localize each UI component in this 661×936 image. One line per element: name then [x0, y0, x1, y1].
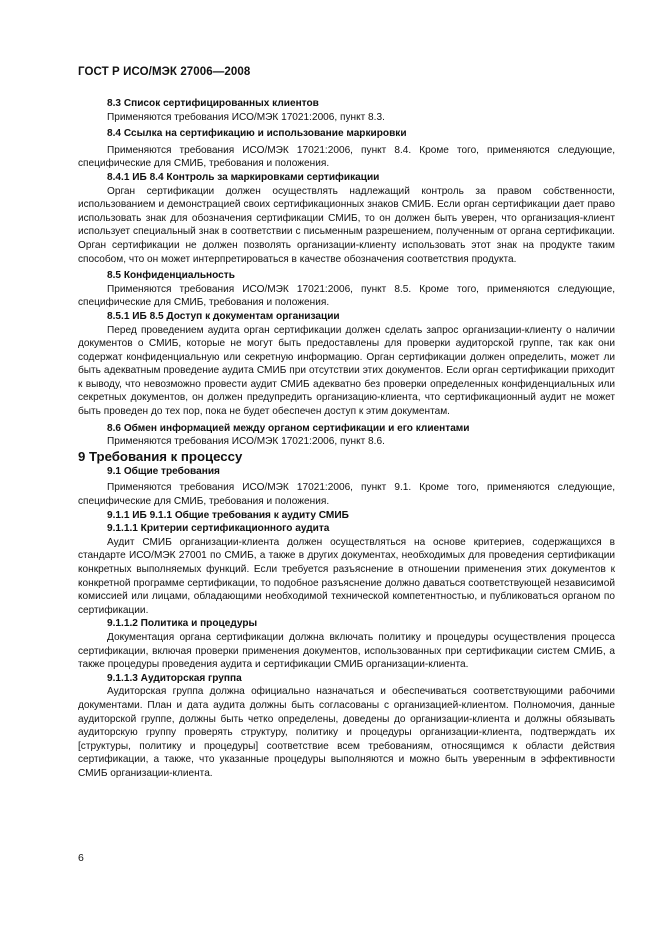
- clause-text: Применяются требования ИСО/МЭК 17021:2006, пункт 8.3.: [107, 111, 385, 123]
- clause-heading-9-1-1-2: 9.1.1.2 Политика и процедуры: [107, 618, 258, 630]
- clause-heading-9-1-1-1: 9.1.1.1 Критерии сертификационного аудита: [107, 523, 330, 535]
- clause-heading-8-4: 8.4 Ссылка на сертификацию и использование маркировки: [107, 128, 407, 140]
- clause-heading-8-4-1: 8.4.1 ИБ 8.4 Контроль за маркировками сертификации: [107, 171, 380, 183]
- page-number: 6: [78, 852, 84, 864]
- clause-heading-8-5: 8.5 Конфиденциальность: [107, 270, 235, 282]
- clause-heading-8-3: 8.3 Список сертифицированных клиентов: [107, 98, 319, 109]
- clause-text: Применяются требования ИСО/МЭК 17021:2006, пункт 8.4. Кроме того, применяются следующие, специфические для СМИБ, требования и положения.: [78, 144, 615, 170]
- clause-text: Документация органа сертификации должна включать политику и процедуры осуществления процесса сертификации, включая проверки применения документов, использованных при сертификации систем СМИБ, а также процедуры проведения аудита и сертификации СМИБ организации-клиента.: [78, 631, 615, 671]
- clause-text: Перед проведением аудита орган сертификации должен сделать запрос организации-клиенту о наличии документов о СМИБ, которые не могут быть предоставлены для проверки аудиторской группе, так как они содержат конфиденциальную или секретную информацию. Орган сертификации должен определить, может ли быть адекватным проведение аудита СМИБ при отсутствии этих документов. Если орган сертификации приходит к выводу, что невозможно провести аудит СМИБ адекватно без проверки определенных конфиденциальных или секретных документов, он должен предупредить организацию-клиента, что сертификационный аудит не может быть проведен до тех пор, пока не будет обеспечен доступ к этим документам.: [78, 324, 615, 418]
- clause-heading-8-6: 8.6 Обмен информацией между органом сертификации и его клиентами: [107, 422, 470, 434]
- section-title-9: 9 Требования к процессу: [78, 448, 243, 464]
- clause-text: Применяются требования ИСО/МЭК 17021:2006, пункт 9.1. Кроме того, применяются следующие, специфические для СМИБ, требования и положения.: [78, 482, 615, 508]
- clause-heading-9-1: 9.1 Общие требования: [107, 465, 220, 477]
- document-header: ГОСТ Р ИСО/МЭК 27006—2008: [78, 66, 251, 78]
- clause-heading-9-1-1: 9.1.1 ИБ 9.1.1 Общие требования к аудиту СМИБ: [107, 509, 349, 521]
- clause-text: Применяются требования ИСО/МЭК 17021:2006, пункт 8.5. Кроме того, применяются следующие, специфические для СМИБ, требования и положения.: [78, 283, 615, 309]
- clause-text: Применяются требования ИСО/МЭК 17021:2006, пункт 8.6.: [107, 436, 385, 448]
- clause-text: Орган сертификации должен осуществлять надлежащий контроль за правом собственности, использованием и демонстрацией своих сертификационных знаков СМИБ. Если орган сертификации дает право использовать знак для обозначения сертификации СМИБ, то он должен быть уверен, что организация-клиент использует специальный знак в соответствии с письменным разрешением, полученным от органа сертификации. Орган сертификации не должен позволять организации-клиенту использовать этот знак на продукте таким способом, что он может интерпретироваться в качестве обозначения соответствия продукта.: [78, 185, 615, 265]
- clause-heading-9-1-1-3: 9.1.1.3 Аудиторская группа: [107, 672, 242, 684]
- clause-text: Аудит СМИБ организации-клиента должен осуществляться на основе критериев, содержащихся в стандарте ИСО/МЭК 27001 по СМИБ, а также в других документах, необходимых для проведения сертификации конкретных выполняемых функций. Если требуется разъяснение в отношении применения этих документов к конкретной программе сертификации, то подобное разъяснение должно даваться соответствующей независимой комиссией или лицами, обладающими необходимой технической компетентностью, и публиковаться органом по сертификации.: [78, 536, 615, 616]
- clause-text: Аудиторская группа должна официально назначаться и обеспечиваться соответствующими рабочими документами. План и дата аудита должны быть согласованы с организацией-клиентом. Полномочия, данные аудиторской группе, должны быть четко определены, доведены до организации-клиента и должны обязывать аудиторскую группу проверять структуру, политику и процедуры организации-клиента, подтверждать их [структуры, политику и процедуры] соответствие всем требованиям, относящимся к области действия сертификации, а также, что указанные процедуры выполняются и можно быть уверенным в эффективности СМИБ организации-клиента.: [78, 686, 615, 779]
- clause-heading-8-5-1: 8.5.1 ИБ 8.5 Доступ к документам организации: [107, 310, 340, 322]
- document-body: [78, 97, 615, 781]
